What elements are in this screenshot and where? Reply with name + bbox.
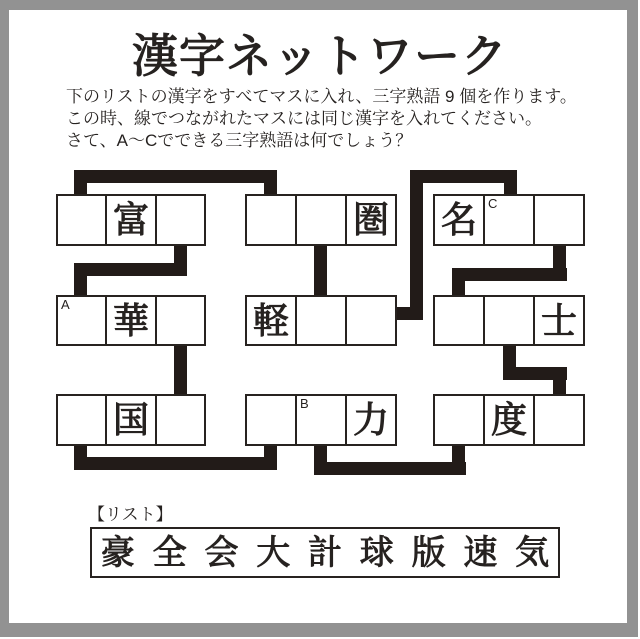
connection-1-segment [74, 170, 277, 183]
cell-kanji: 富 [112, 199, 149, 240]
box-2-cell-2 [295, 196, 345, 244]
box-3-cell-3 [533, 196, 583, 244]
box-9-cell-2 [483, 396, 533, 444]
box-5 [245, 295, 397, 346]
box-5-cell-1 [247, 297, 295, 344]
cell-label-B: B [300, 396, 309, 411]
cell-kanji: 国 [112, 399, 149, 440]
box-9-cell-1 [435, 396, 483, 444]
cell-kanji: 華 [112, 299, 149, 341]
box-1-cell-2 [105, 196, 154, 244]
list-label: 【リスト】 [88, 505, 173, 524]
list-box [90, 527, 560, 578]
box-7 [56, 394, 206, 446]
connection-9-segment [452, 442, 465, 475]
list-kanji: 球 [359, 533, 394, 572]
cell-kanji: 度 [490, 399, 527, 440]
box-4-cell-2 [105, 297, 154, 344]
box-5-cell-2 [295, 297, 345, 344]
box-6 [433, 295, 585, 346]
cell-kanji: 士 [540, 299, 577, 341]
box-8 [245, 394, 397, 446]
box-4-cell-1 [58, 297, 105, 344]
box-6-cell-3 [533, 297, 583, 344]
box-1-cell-1 [58, 196, 105, 244]
cell-label-C: C [488, 196, 498, 211]
page-title: 漢字ネットワーク [132, 30, 508, 82]
connection-3-segment [74, 263, 187, 276]
box-2 [245, 194, 397, 246]
instruction-line-3: さて、A～Cでできる三字熟語は何でしょう？ [66, 131, 413, 150]
box-7-cell-3 [155, 396, 204, 444]
cell-kanji: 名 [440, 199, 477, 240]
box-6-cell-2 [483, 297, 533, 344]
box-2-cell-3 [345, 196, 395, 244]
connection-6-segment [174, 342, 187, 398]
box-8-cell-1 [247, 396, 295, 444]
connection-2-segment [410, 170, 517, 183]
box-8-cell-3 [345, 396, 395, 444]
list-kanji: 大 [256, 533, 291, 572]
list-kanji: 速 [463, 533, 498, 572]
cell-kanji: 軽 [252, 299, 289, 341]
box-1 [56, 194, 206, 246]
cell-label-A: A [61, 297, 70, 312]
box-6-cell-1 [435, 297, 483, 344]
connection-2-segment [410, 170, 423, 320]
box-8-cell-2 [295, 396, 345, 444]
list-kanji: 版 [411, 533, 446, 572]
cell-kanji: 力 [352, 399, 389, 440]
box-3 [433, 194, 585, 246]
box-3-cell-1 [435, 196, 483, 244]
box-5-cell-3 [345, 297, 395, 344]
list-kanji: 気 [515, 533, 550, 572]
box-9-cell-3 [533, 396, 583, 444]
connection-8-segment [264, 442, 277, 470]
box-7-cell-1 [58, 396, 105, 444]
box-4 [56, 295, 206, 346]
box-9 [433, 394, 585, 446]
box-1-cell-3 [155, 196, 204, 244]
cell-kanji: 圏 [352, 199, 389, 240]
list-kanji: 計 [308, 533, 343, 572]
instruction-line-1: 下のリストの漢字をすべてマスに入れ、三字熟語 9 個を作ります。 [66, 87, 577, 106]
list-kanji: 会 [204, 533, 239, 572]
connection-4-segment [314, 242, 327, 299]
box-4-cell-3 [155, 297, 204, 344]
connection-9-segment [314, 462, 466, 475]
box-7-cell-2 [105, 396, 154, 444]
connection-5-segment [452, 268, 567, 281]
instructions [66, 86, 577, 152]
list-kanji: 全 [152, 533, 187, 572]
connection-8-segment [74, 457, 277, 470]
box-2-cell-1 [247, 196, 295, 244]
instruction-line-2: この時、線でつながれたマスには同じ漢字を入れてください。 [66, 109, 542, 128]
box-3-cell-2 [483, 196, 533, 244]
list-kanji: 豪 [100, 533, 135, 572]
